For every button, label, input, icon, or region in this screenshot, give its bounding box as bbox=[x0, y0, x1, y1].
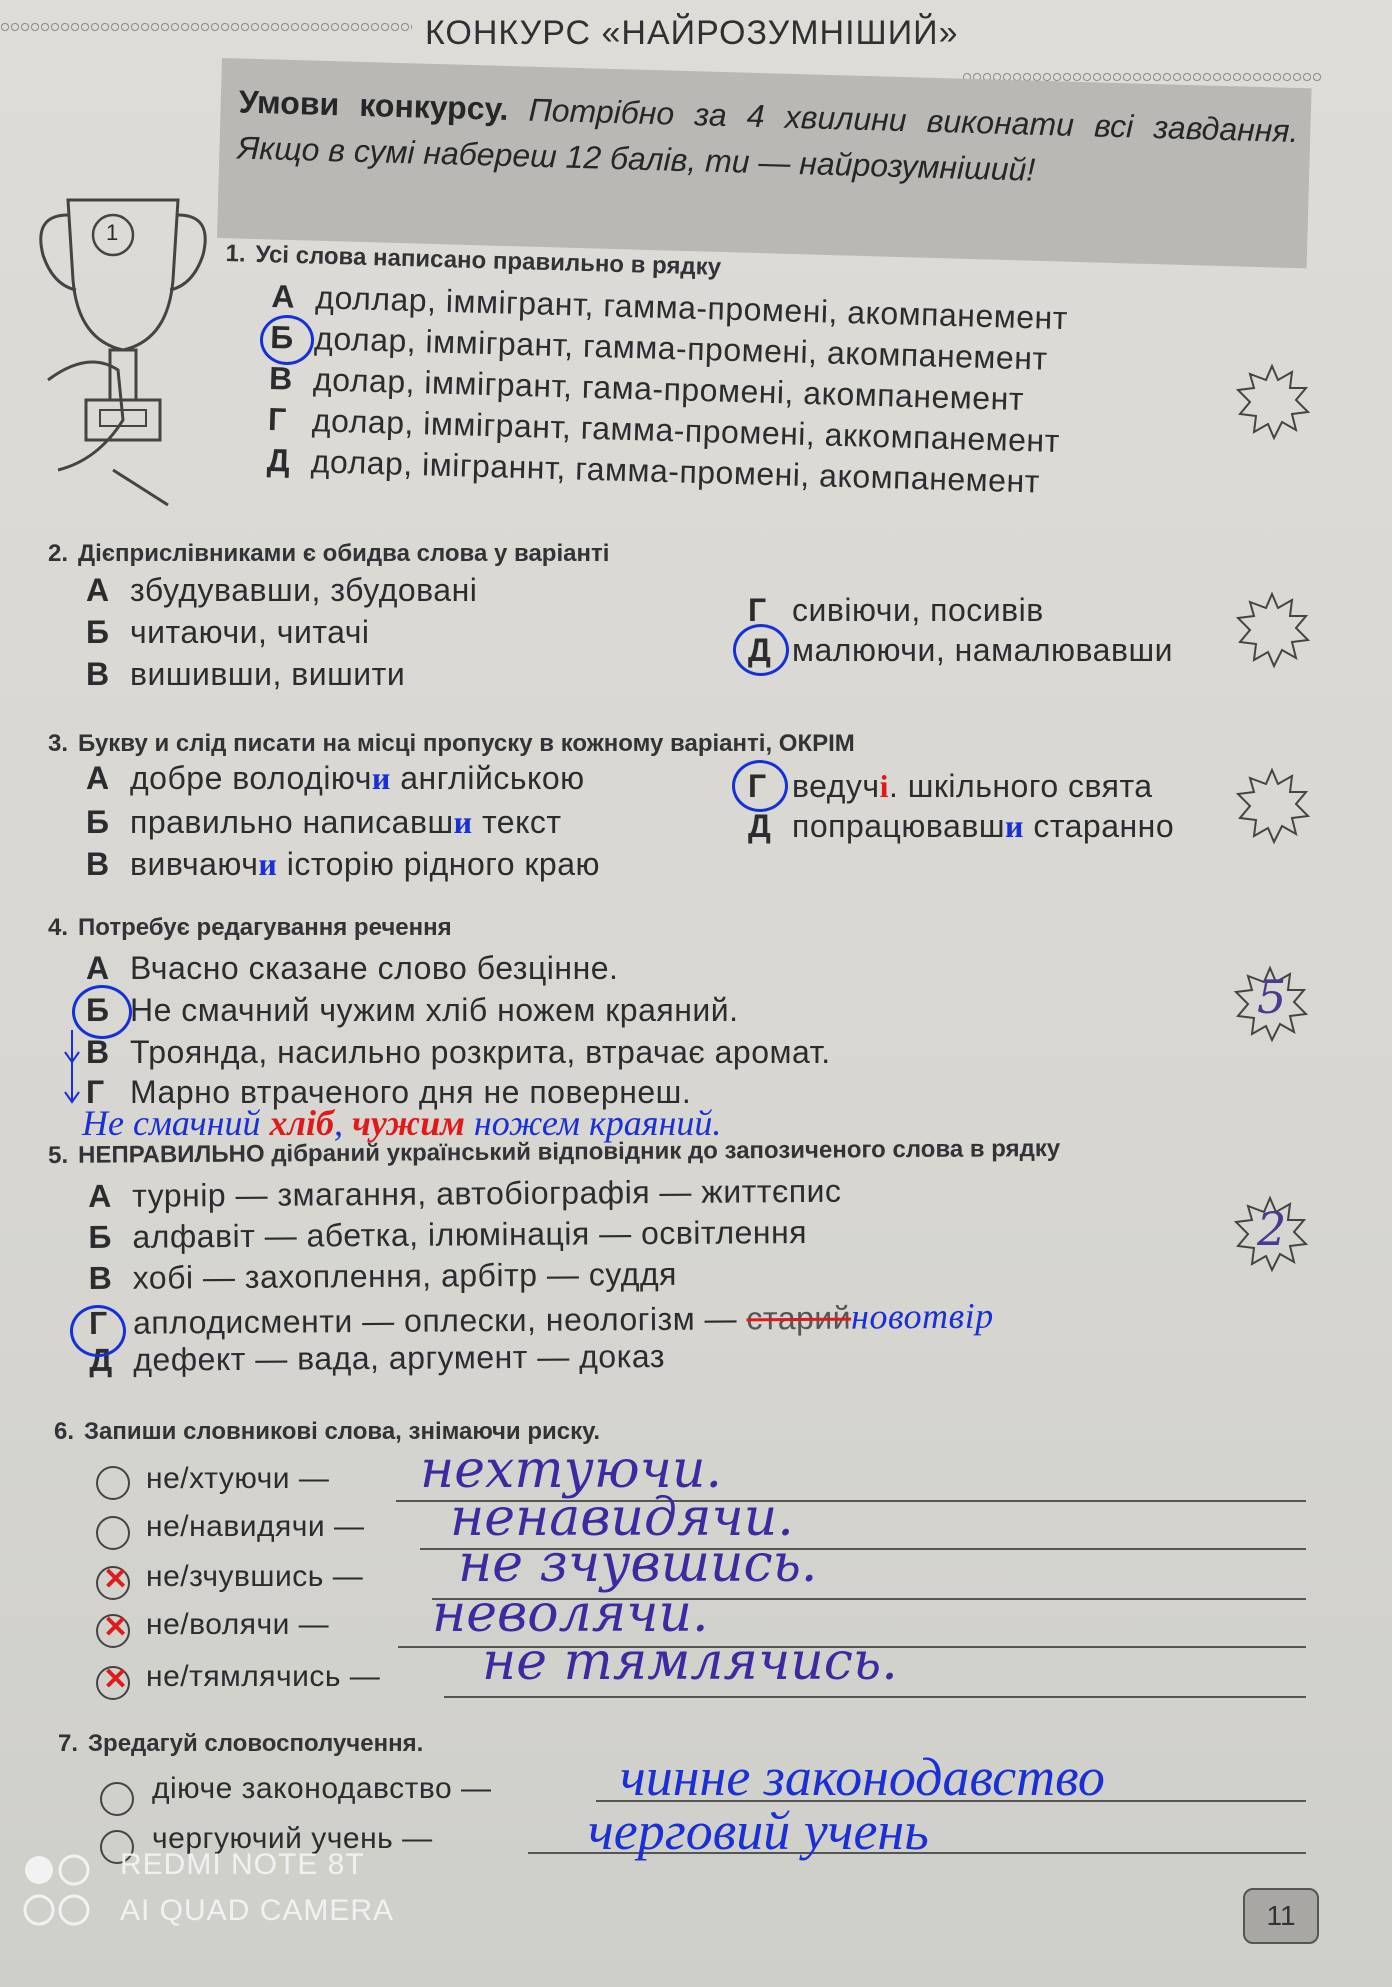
checkbox-q7-1[interactable] bbox=[100, 1782, 134, 1816]
q7-word-1: діюче законодавство — bbox=[152, 1772, 492, 1805]
checkbox-q6-4[interactable] bbox=[96, 1611, 130, 1648]
q1-options bbox=[266, 278, 1068, 505]
q5-option-c: В хобі — захоплення, арбітр — суддя bbox=[88, 1255, 677, 1296]
question-1: 1. Усі слова написано правильно в рядку bbox=[225, 240, 722, 281]
conditions-box bbox=[217, 58, 1312, 268]
q6-answer-3: не зчувшись. bbox=[458, 1534, 818, 1594]
q6-answer-2: ненавидячи. bbox=[450, 1488, 794, 1548]
q2-option-d: Г сивіючи, посивів bbox=[748, 592, 1044, 628]
q7-word-2: чергуючий учень — bbox=[152, 1822, 433, 1855]
score-star-3-icon bbox=[1232, 766, 1312, 846]
swap-arrow-icon bbox=[62, 1030, 82, 1110]
q6-word-5: не/тямлячись — bbox=[146, 1660, 381, 1693]
answer-line bbox=[444, 1696, 1306, 1698]
checkbox-q6-3[interactable] bbox=[96, 1563, 130, 1600]
q3-option-e: Д попрацювавши старанно bbox=[748, 808, 1175, 844]
score-q4: 5 bbox=[1257, 970, 1287, 1024]
option-a: А доллар, іммігрант, гамма-промені, акомпанемент bbox=[270, 278, 1069, 337]
question-6: 6. Запиши словникові слова, знімаючи риску. bbox=[54, 1418, 601, 1445]
trophy-icon bbox=[28, 170, 218, 510]
question-4: 4. Потребує редагування речення bbox=[48, 914, 452, 941]
answer-circle-q1 bbox=[260, 315, 314, 365]
conditions-text: Умови конкурсу. Потрібно за 4 хвилини виконати всі завдання. Якщо в сумі набереш 12 балів, ти — найрозумніший! bbox=[237, 83, 1299, 188]
q5-option-e: Д дефект — вада, аргумент — доказ bbox=[89, 1337, 666, 1378]
q2-option-a: А збудувавши, збудовані bbox=[86, 572, 478, 608]
option-d: Г долар, іммігрант, гамма-промені, аккомпанемент bbox=[267, 400, 1061, 460]
q4-correction: Не смачний хліб, чужим ножем краяний. bbox=[82, 1103, 722, 1143]
q2-option-e: Д малюючи, намалювавши bbox=[748, 632, 1174, 668]
question-2: 2. Дієприслівниками є обидва слова у варіанті bbox=[48, 540, 610, 567]
page-number: 11 bbox=[1243, 1888, 1319, 1944]
option-e: Д долар, іміграннт, гамма-промені, акомпанемент bbox=[266, 441, 1041, 500]
score-star-2-icon bbox=[1232, 590, 1312, 670]
q5-option-b: Б алфавіт — абетка, ілюмінація — освітлення bbox=[88, 1213, 808, 1255]
q7-answer-2: черговий учень bbox=[588, 1801, 929, 1861]
q6-word-4: не/волячи — bbox=[146, 1608, 330, 1641]
q4-option-d: Г Марно втраченого дня не повернеш. bbox=[86, 1074, 692, 1110]
error-mark-icon: ✕ bbox=[103, 1663, 129, 1696]
score-star-1-icon bbox=[1232, 362, 1312, 442]
header-ornament-left bbox=[0, 22, 412, 32]
camera-logo-icon bbox=[22, 1850, 92, 1932]
q5-option-d: Г аплодисменти — оплески, неологізм — старийновотвір bbox=[88, 1295, 994, 1341]
answer-circle-q5 bbox=[70, 1305, 126, 1357]
q4-option-c: В Троянда, насильно розкрита, втрачає аромат. bbox=[86, 1034, 831, 1070]
question-5: 5. НЕПРАВИЛЬНО дібраний український відповідник до запозиченого слова в рядку bbox=[48, 1134, 1061, 1169]
q3-option-c: В вивчаючи історію рідного краю bbox=[86, 846, 600, 882]
q6-answer-4: неволячи. bbox=[432, 1584, 709, 1644]
question-7: 7. Зредагуй словосполучення. bbox=[58, 1730, 424, 1757]
q6-word-3: не/зчувшись — bbox=[146, 1560, 364, 1593]
page-title: КОНКУРС «НАЙРОЗУМНІШИЙ» bbox=[425, 14, 959, 52]
q6-answer-1: нехтуючи. bbox=[420, 1440, 722, 1500]
question-3: 3. Букву и слід писати на місці пропуску в кожному варіанті, ОКРІМ bbox=[48, 730, 855, 757]
q7-answer-1: чинне законодавство bbox=[620, 1747, 1105, 1807]
q5-options bbox=[88, 1172, 994, 1383]
q5-option-a: А турнір — змагання, автобіографія — життєпис bbox=[88, 1172, 842, 1214]
trophy-number: 1 bbox=[106, 220, 119, 245]
option-b: Б долар, іммігрант, гамма-промені, акомпанемент bbox=[269, 318, 1049, 377]
answer-circle-q2 bbox=[733, 624, 789, 676]
checkbox-q6-2[interactable] bbox=[96, 1516, 130, 1550]
q2-option-c: В вишивши, вишити bbox=[86, 656, 406, 692]
score-q5: 2 bbox=[1257, 1202, 1287, 1256]
q6-word-1: не/хтуючи — bbox=[146, 1462, 330, 1495]
q4-option-a: А Вчасно сказане слово безцінне. bbox=[86, 950, 619, 986]
q3-option-d: Г ведучі. шкільного свята bbox=[748, 768, 1153, 804]
q3-option-b: Б правильно написавши текст bbox=[86, 804, 562, 840]
watermark-line-2: AI QUAD CAMERA bbox=[120, 1894, 395, 1927]
watermark-line-1: REDMI NOTE 8T bbox=[120, 1848, 365, 1881]
q6-word-2: не/навидячи — bbox=[146, 1510, 365, 1543]
q3-option-a: А добре володіючи англійською bbox=[86, 760, 585, 796]
checkbox-q6-5[interactable] bbox=[96, 1663, 130, 1700]
checkbox-q6-1[interactable] bbox=[96, 1466, 130, 1500]
error-mark-icon: ✕ bbox=[103, 1611, 129, 1644]
q2-option-b: Б читаючи, читачі bbox=[86, 614, 370, 650]
q6-answer-5: не тямлячись. bbox=[482, 1632, 898, 1692]
option-c: В долар, іммігрант, гама-промені, акомпанемент bbox=[268, 359, 1025, 418]
answer-circle-q3 bbox=[732, 760, 788, 812]
error-mark-icon: ✕ bbox=[103, 1563, 129, 1596]
q4-option-b: Б Не смачний чужим хліб ножем краяний. bbox=[86, 992, 739, 1028]
